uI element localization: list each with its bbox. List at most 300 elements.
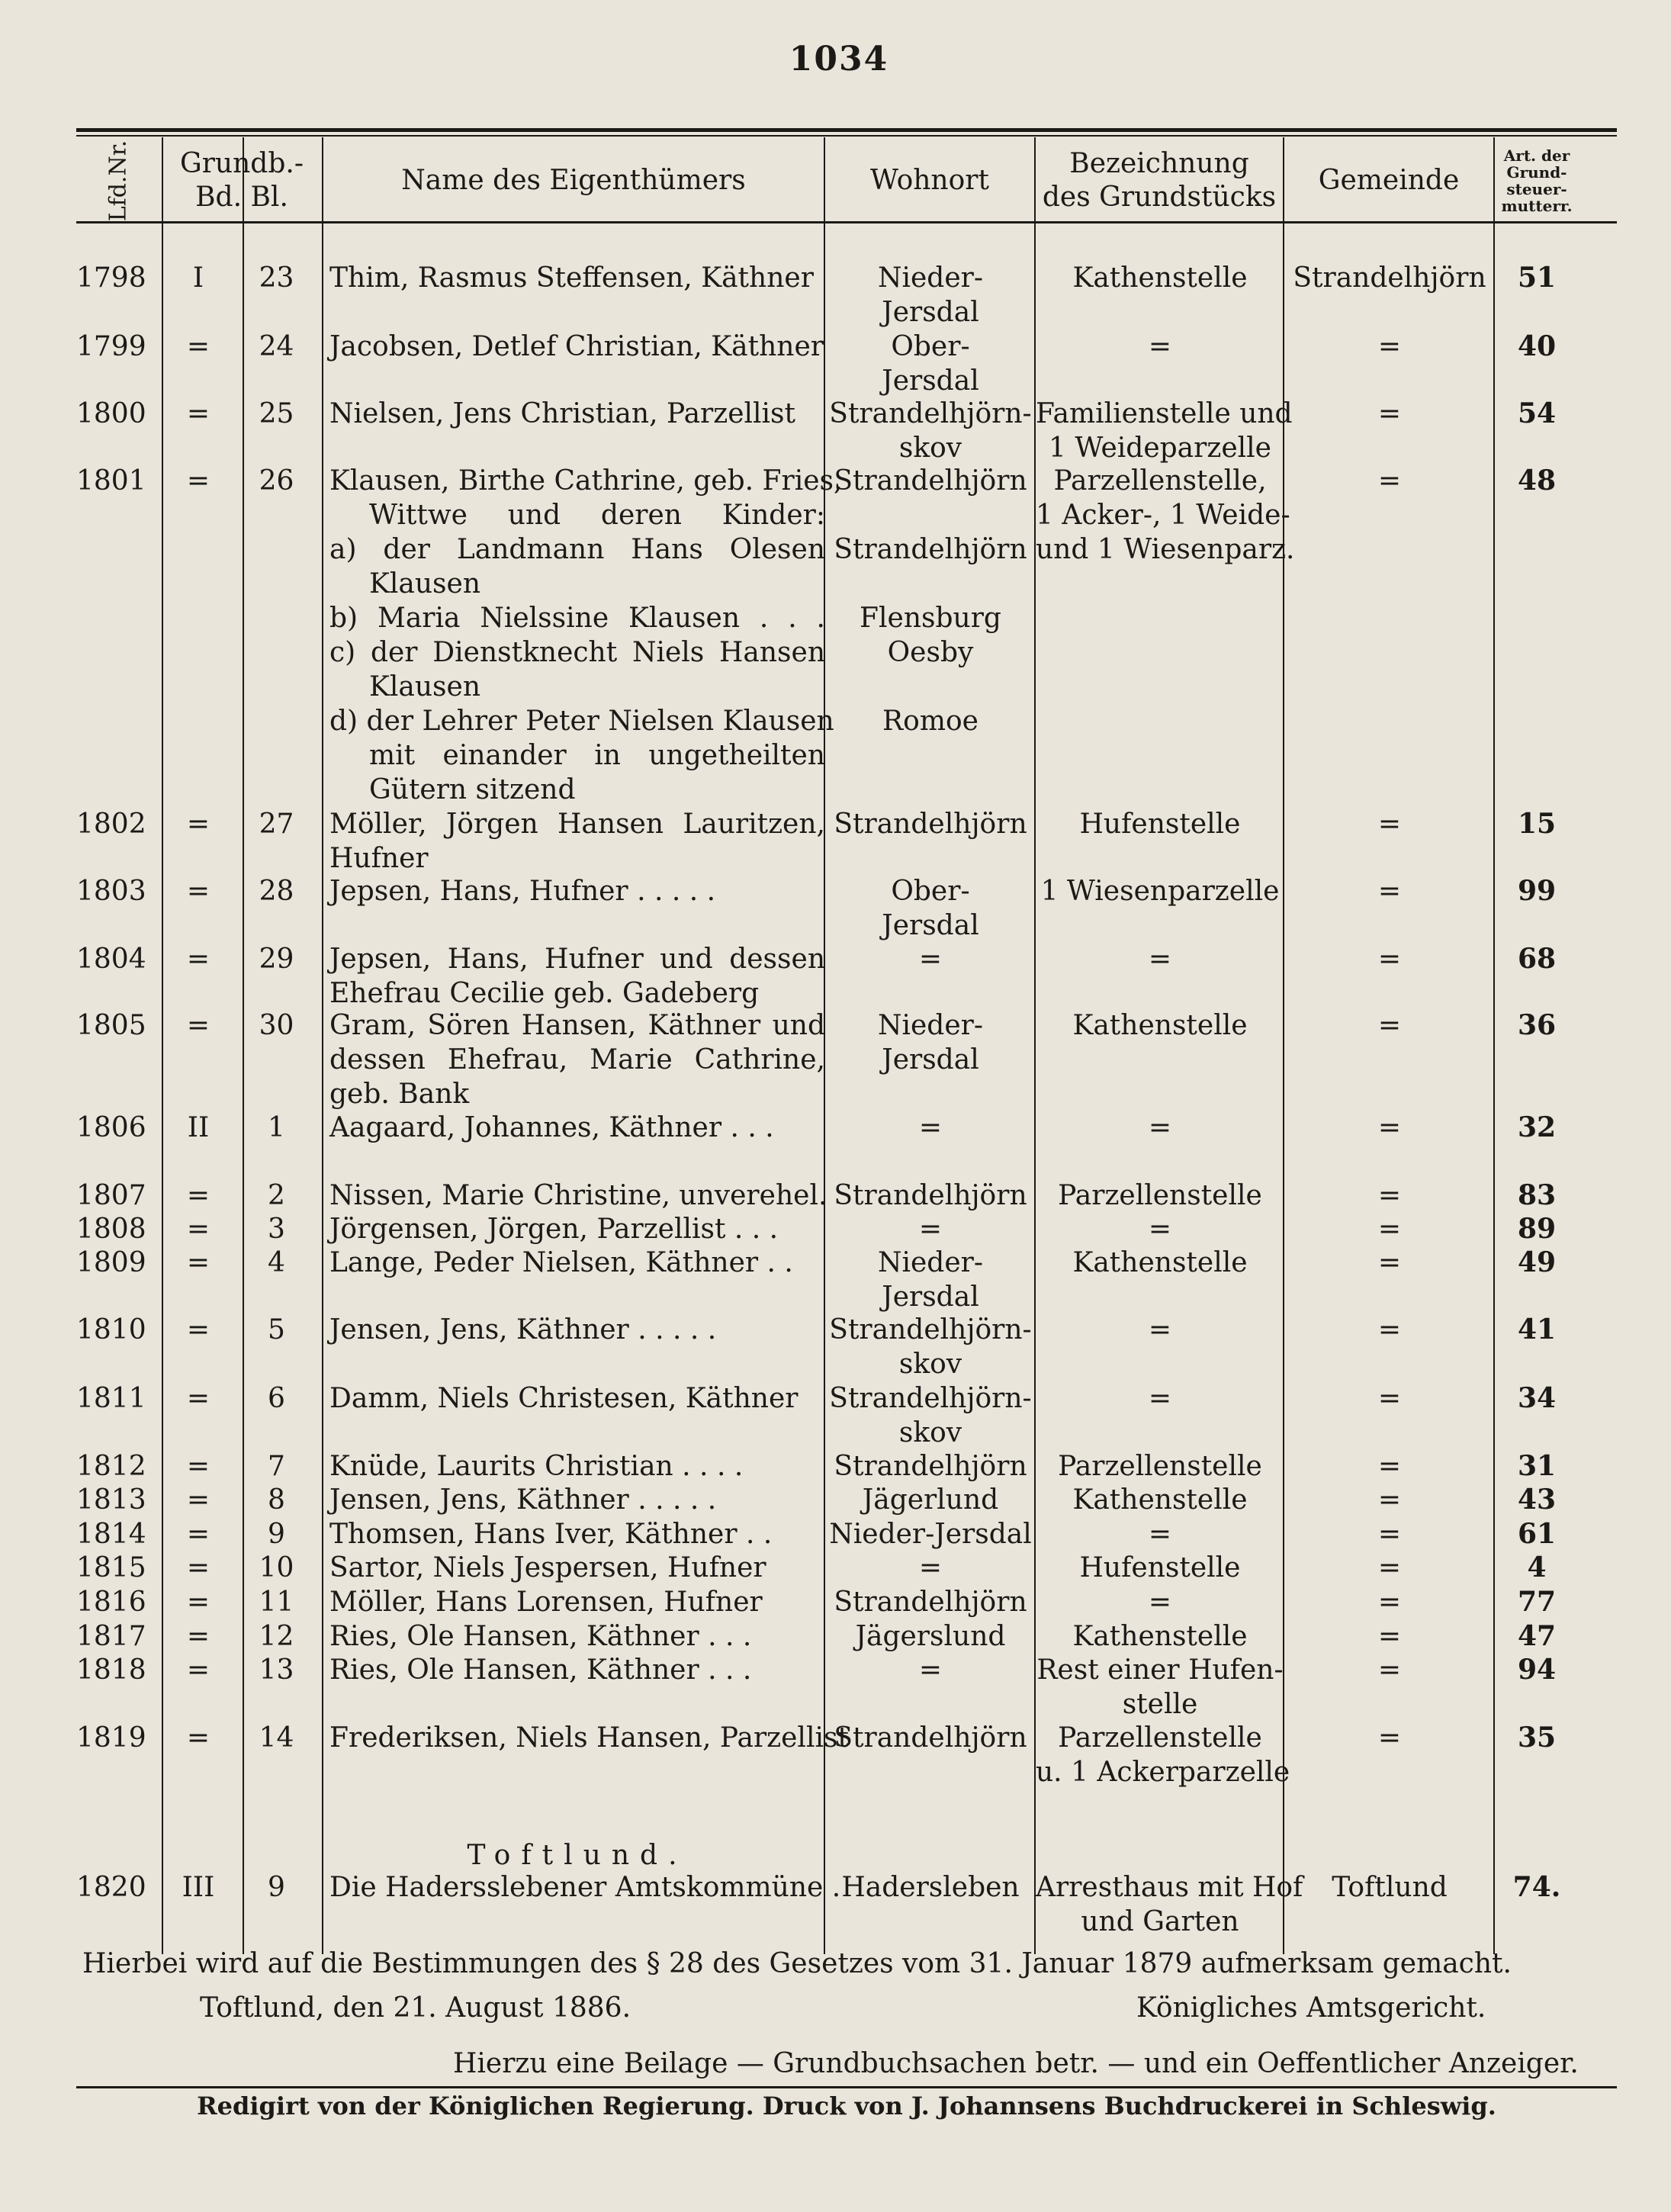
owner-name-line: Die Hadersslebener Amtskommüne . (329, 1872, 841, 1903)
owner-name-line: Ehefrau Cecilie geb. Gadeberg (329, 978, 760, 1009)
property-description (1036, 1008, 1284, 1043)
owner-name-line: Möller, Hans Lorensen, Hufner (329, 1587, 763, 1618)
footer-printer: Redigirt von der Königlichen Regierung. Druck von J. Johannsens Buchdruckerei in Schleswig. (197, 2091, 1496, 2120)
row-band: = (186, 1010, 210, 1041)
property-description (1036, 1246, 1284, 1280)
owner-name-line: Sartor, Niels Jespersen, Hufner (329, 1552, 766, 1583)
residence (825, 807, 1036, 841)
owner-name (329, 1178, 825, 1213)
property-description-line: Parzellenstelle (1058, 1180, 1262, 1211)
residence (825, 1449, 1036, 1484)
property-description (1036, 942, 1284, 976)
residence (825, 261, 1036, 330)
residence-line: Strandelhjörn- (829, 398, 1032, 429)
residence-line: = (918, 1552, 943, 1583)
residence (825, 1721, 1036, 1755)
tax-article: 54 (1517, 397, 1557, 429)
row-blatt: 9 (268, 1519, 285, 1550)
row-band: = (186, 1722, 210, 1754)
row-band: = (186, 1247, 210, 1278)
owner-name-line: Ries, Ole Hansen, Käthner . . . (329, 1654, 752, 1686)
tax-article: 89 (1517, 1213, 1557, 1245)
property-description (1036, 1619, 1284, 1654)
row-band: = (186, 1451, 210, 1482)
property-description (1036, 330, 1284, 364)
residence-line: = (918, 944, 943, 975)
owner-name-line: c) der Dienstknecht Niels Hansen (329, 637, 825, 668)
row-band: = (186, 1214, 210, 1245)
property-description-line: stelle (1122, 1689, 1198, 1720)
owner-name-line: Klausen, Birthe Cathrine, geb. Fries, (329, 465, 843, 497)
tax-article: 15 (1517, 808, 1557, 840)
tax-article: 51 (1517, 262, 1557, 294)
header-art-1: Art. der (1503, 146, 1570, 165)
row-band: = (186, 1180, 210, 1211)
residence-line: = (918, 1654, 943, 1686)
residence-line: Strandelhjörn- (829, 1314, 1032, 1346)
row-blatt: 6 (268, 1383, 285, 1414)
residence (825, 464, 1036, 738)
municipality: = (1377, 944, 1402, 975)
residence-line (825, 670, 1036, 704)
residence (825, 874, 1036, 943)
owner-name (329, 1111, 825, 1145)
row-band: II (187, 1112, 210, 1143)
row-blatt: 23 (259, 262, 294, 294)
row-band: = (186, 1383, 210, 1414)
property-description-line: Arresthaus mit Hof (1036, 1872, 1303, 1903)
tax-article: 31 (1517, 1450, 1557, 1482)
top-rule (76, 128, 1617, 132)
row-band: = (186, 876, 210, 907)
row-number: 1802 (76, 809, 146, 840)
property-description (1036, 1483, 1284, 1517)
row-number: 1819 (76, 1722, 146, 1754)
owner-name-line: Möller, Jörgen Hansen Lauritzen, (329, 809, 825, 840)
tax-article: 34 (1517, 1382, 1557, 1414)
header-bezeichnung-2: des Grundstücks (1042, 182, 1277, 213)
footer-notice-line: Hierbei wird auf die Bestimmungen des § 28 des Gesetzes vom 31. Januar 1879 aufmerksam gemacht. (82, 1948, 1512, 1979)
residence-line: Nieder-Jersdal (829, 1519, 1032, 1550)
header-grundbuch-top: Grundb.- (179, 148, 304, 179)
row-blatt: 9 (268, 1872, 285, 1903)
property-description-line: Hufenstelle (1079, 809, 1241, 840)
owner-name (329, 1870, 841, 1905)
row-band: = (186, 1484, 210, 1516)
owner-name-line: Ries, Ole Hansen, Käthner . . . (329, 1621, 752, 1652)
footer-supplement: Hierzu eine Beilage — Grundbuchsachen betr. — und ein Oeffentlicher Anzeiger. (453, 2048, 1579, 2079)
tax-article: 74. (1512, 1871, 1561, 1903)
municipality: = (1377, 1247, 1402, 1278)
property-description (1036, 1111, 1284, 1145)
header-rule (76, 221, 1617, 223)
residence (825, 1653, 1036, 1687)
owner-name-line: Hufner (329, 843, 429, 874)
owner-name-line: mit einander in ungetheilten (369, 740, 825, 771)
owner-name (329, 1551, 825, 1585)
property-description-line: Kathenstelle (1072, 262, 1248, 294)
row-band: I (192, 262, 204, 294)
row-number: 1805 (76, 1010, 146, 1041)
tax-article: 49 (1517, 1246, 1557, 1278)
row-blatt: 1 (268, 1112, 285, 1143)
row-number: 1808 (76, 1214, 146, 1245)
municipality: = (1377, 1383, 1402, 1414)
tax-article: 47 (1517, 1620, 1557, 1652)
owner-name (329, 1212, 825, 1246)
residence-line: Strandelhjörn (834, 1180, 1027, 1211)
owner-name (329, 1381, 825, 1416)
property-description (1036, 1212, 1284, 1246)
header-art-4: mutterr. (1501, 197, 1573, 215)
owner-name-line: b) Maria Nielssine Klausen . . . (329, 603, 825, 634)
municipality: = (1377, 1722, 1402, 1754)
property-description (1036, 261, 1284, 295)
property-description (1036, 1653, 1284, 1722)
owner-name (329, 1619, 825, 1654)
owner-name (329, 261, 825, 295)
row-number: 1811 (76, 1383, 146, 1414)
tax-article: 36 (1517, 1009, 1557, 1041)
property-description-line: Kathenstelle (1072, 1010, 1248, 1041)
owner-name (329, 1483, 825, 1517)
row-number: 1816 (76, 1587, 146, 1618)
row-number: 1818 (76, 1654, 146, 1686)
property-description (1036, 1551, 1284, 1585)
owner-name-line: geb. Bank (329, 1079, 470, 1110)
header-name: Name des Eigenthümers (401, 165, 746, 196)
residence (825, 1381, 1036, 1450)
row-number: 1806 (76, 1112, 146, 1143)
residence-line: Nieder- (877, 262, 984, 294)
residence-line: Strandelhjörn (834, 465, 1027, 497)
property-description-line: Rest einer Hufen- (1036, 1654, 1284, 1686)
municipality: = (1377, 331, 1402, 362)
row-blatt: 28 (259, 876, 294, 907)
property-description (1036, 1585, 1284, 1619)
residence (825, 1111, 1036, 1145)
owner-name-line: Gütern sitzend (369, 774, 576, 805)
residence-line: Strandelhjörn (834, 809, 1027, 840)
residence-line: Flensburg (860, 603, 1001, 634)
owner-name-line: Nissen, Marie Christine, unverehel. (329, 1180, 827, 1211)
property-description-line: = (1148, 1214, 1172, 1245)
property-description (1036, 464, 1295, 567)
owner-name-line: d) der Lehrer Peter Nielsen Klausen (329, 706, 834, 737)
row-number: 1810 (76, 1314, 146, 1346)
bottom-rule (76, 2086, 1617, 2088)
residence (825, 1585, 1036, 1619)
municipality: = (1377, 1180, 1402, 1211)
tax-article: 99 (1517, 875, 1557, 907)
municipality: = (1377, 1451, 1402, 1482)
row-blatt: 27 (259, 809, 294, 840)
residence-line: Romoe (882, 706, 978, 737)
row-number: 1814 (76, 1519, 146, 1550)
row-number: 1812 (76, 1451, 146, 1482)
owner-name (329, 1008, 825, 1111)
property-description-line: 1 Acker-, 1 Weide- (1036, 500, 1290, 531)
owner-name (329, 1721, 849, 1755)
owner-name-line: dessen Ehefrau, Marie Cathrine, (329, 1044, 825, 1075)
residence-line (825, 498, 1036, 532)
municipality: = (1377, 1587, 1402, 1618)
residence (825, 330, 1036, 398)
owner-name-line: Aagaard, Johannes, Käthner . . . (329, 1112, 774, 1143)
owner-name-line: Gram, Sören Hansen, Käthner und (329, 1010, 825, 1041)
tax-article: 4 (1527, 1551, 1547, 1583)
row-blatt: 29 (259, 944, 294, 975)
owner-name-line: Nielsen, Jens Christian, Parzellist (329, 398, 795, 429)
residence (825, 1008, 1036, 1077)
owner-name-line: Klausen (369, 568, 481, 600)
residence-line: = (918, 1214, 943, 1245)
owner-name-line: Frederiksen, Niels Hansen, Parzellist (329, 1722, 849, 1754)
residence-line: Jägerslund (855, 1621, 1006, 1652)
residence-line: Jersdal (882, 1044, 979, 1075)
row-band: = (186, 1519, 210, 1550)
col-divider (162, 137, 163, 1954)
tax-article: 68 (1517, 943, 1557, 975)
owner-name-line: Damm, Niels Christesen, Käthner (329, 1383, 799, 1414)
owner-name-line: Lange, Peder Nielsen, Käthner . . (329, 1247, 793, 1278)
header-bezeichnung (1036, 140, 1283, 221)
property-description-line: = (1148, 1383, 1172, 1414)
tax-article: 77 (1517, 1586, 1557, 1618)
row-blatt: 24 (259, 331, 294, 362)
owner-name (329, 330, 825, 364)
property-description-line: = (1148, 1314, 1172, 1346)
owner-name-line: Jörgensen, Jörgen, Parzellist . . . (329, 1214, 779, 1245)
row-number: 1804 (76, 944, 146, 975)
residence (825, 1246, 1036, 1314)
municipality: = (1377, 1010, 1402, 1041)
residence-line: Strandelhjörn (834, 534, 1027, 565)
owner-name (329, 1449, 825, 1484)
residence-line: Strandelhjörn- (829, 1383, 1032, 1414)
row-band: = (186, 465, 210, 497)
municipality: = (1377, 1484, 1402, 1516)
row-blatt: 2 (268, 1180, 285, 1211)
residence-line: Hadersleben (841, 1872, 1020, 1903)
row-band: = (186, 1587, 210, 1618)
row-blatt: 14 (259, 1722, 294, 1754)
row-blatt: 11 (259, 1587, 294, 1618)
row-band: = (186, 809, 210, 840)
row-number: 1815 (76, 1552, 146, 1583)
residence (825, 1212, 1036, 1246)
property-description-line: = (1148, 1587, 1172, 1618)
property-description-line: Familienstelle und (1036, 398, 1293, 429)
property-description (1036, 1381, 1284, 1416)
owner-name (329, 1653, 825, 1687)
header-art-2: Grund- (1506, 163, 1567, 182)
tax-article: 41 (1517, 1313, 1557, 1346)
residence (825, 1483, 1036, 1517)
row-number: 1803 (76, 876, 146, 907)
residence (825, 1313, 1036, 1381)
property-description-line: 1 Wiesenparzelle (1040, 876, 1280, 907)
residence (825, 1619, 1036, 1654)
municipality: Toftlund (1332, 1872, 1448, 1903)
residence (825, 1178, 1036, 1213)
residence (825, 1870, 1036, 1905)
residence-line: skov (898, 1349, 962, 1380)
footer-court: Königliches Amtsgericht. (1136, 1992, 1486, 2024)
property-description-line: und Garten (1081, 1906, 1239, 1937)
tax-article: 94 (1517, 1654, 1557, 1686)
property-description (1036, 1870, 1303, 1939)
municipality: Strandelhjörn (1293, 262, 1486, 294)
row-blatt: 10 (259, 1552, 294, 1583)
header-bezeichnung-1: Bezeichnung (1069, 148, 1249, 179)
residence-line: Strandelhjörn (834, 1587, 1027, 1618)
tax-article: 83 (1517, 1179, 1557, 1211)
property-description (1036, 1313, 1284, 1347)
property-description-line: = (1148, 331, 1172, 362)
owner-name (329, 1246, 825, 1280)
row-band: = (186, 1314, 210, 1346)
col-divider (322, 137, 323, 1954)
municipality: = (1377, 465, 1402, 497)
municipality: = (1377, 1314, 1402, 1346)
property-description (1036, 1178, 1284, 1213)
header-art (1495, 140, 1579, 221)
tax-article: 40 (1517, 330, 1557, 362)
owner-name-line: Wittwe und deren Kinder: (369, 500, 825, 531)
property-description-line: Parzellenstelle (1058, 1451, 1262, 1482)
row-blatt: 3 (268, 1214, 285, 1245)
row-blatt: 25 (259, 398, 294, 429)
property-description-line: = (1148, 1519, 1172, 1550)
header-grundbuch (162, 140, 322, 221)
residence (825, 1551, 1036, 1585)
municipality: = (1377, 1112, 1402, 1143)
header-art-3: steuer- (1506, 180, 1567, 198)
property-description-line: = (1148, 944, 1172, 975)
row-number: 1798 (76, 262, 146, 294)
owner-name-line: a) der Landmann Hans Olesen (329, 534, 825, 565)
top-rule-thin (76, 135, 1617, 137)
owner-name-line: Klausen (369, 671, 481, 703)
row-number: 1799 (76, 331, 146, 362)
residence-line: Jersdal (882, 1281, 979, 1313)
owner-name (329, 942, 825, 1011)
property-description (1036, 874, 1284, 908)
property-description-line: Kathenstelle (1072, 1621, 1248, 1652)
property-description (1036, 1517, 1284, 1551)
residence (825, 397, 1036, 465)
property-description-line: 1 Weideparzelle (1049, 432, 1271, 464)
page-number: 1034 (789, 40, 889, 79)
property-description-line: Kathenstelle (1072, 1247, 1248, 1278)
residence-line: Oesby (887, 637, 974, 668)
owner-name (329, 1517, 825, 1551)
row-blatt: 26 (259, 465, 294, 497)
residence-line: Strandelhjörn (834, 1451, 1027, 1482)
residence-line: Jägerlund (862, 1484, 999, 1516)
row-number: 1809 (76, 1247, 146, 1278)
property-description-line: = (1148, 1112, 1172, 1143)
tax-article: 43 (1517, 1484, 1557, 1516)
residence-line: Ober- (891, 331, 970, 362)
row-number: 1820 (76, 1872, 146, 1903)
row-blatt: 8 (268, 1484, 285, 1516)
residence (825, 1517, 1036, 1551)
property-description-line: Kathenstelle (1072, 1484, 1248, 1516)
residence-line: Strandelhjörn (834, 1722, 1027, 1754)
header-gemeinde: Gemeinde (1318, 165, 1460, 196)
municipality: = (1377, 1654, 1402, 1686)
row-number: 1800 (76, 398, 146, 429)
header-grundbuch-bottom: Bd. Bl. (195, 182, 288, 213)
tax-article: 48 (1517, 465, 1557, 497)
owner-name-line: Jensen, Jens, Käthner . . . . . (329, 1314, 717, 1346)
property-description (1036, 1721, 1290, 1789)
property-description-line: u. 1 Ackerparzelle (1036, 1757, 1290, 1788)
row-number: 1817 (76, 1621, 146, 1652)
owner-name-line: Jacobsen, Detlef Christian, Käthner (329, 331, 824, 362)
row-blatt: 13 (259, 1654, 294, 1686)
owner-name-line: Jepsen, Hans, Hufner . . . . . (329, 876, 716, 907)
residence-line: Nieder- (877, 1247, 984, 1278)
header-wohnort: Wohnort (870, 165, 989, 196)
property-description-line: und 1 Wiesenparz. (1036, 534, 1295, 565)
property-description (1036, 397, 1293, 465)
row-band: = (186, 1654, 210, 1686)
residence-line: Jersdal (882, 910, 979, 941)
property-description (1036, 1449, 1284, 1484)
owner-name (329, 874, 825, 908)
owner-name (329, 1585, 825, 1619)
row-blatt: 7 (268, 1451, 285, 1482)
row-band: = (186, 398, 210, 429)
tax-article: 61 (1517, 1518, 1557, 1550)
row-blatt: 5 (268, 1314, 285, 1346)
property-description-line: Parzellenstelle, (1053, 465, 1267, 497)
municipality: = (1377, 1519, 1402, 1550)
row-band: III (182, 1872, 215, 1903)
property-description (1036, 807, 1284, 841)
row-number: 1807 (76, 1180, 146, 1211)
row-number: 1813 (76, 1484, 146, 1516)
owner-name-line: Thomsen, Hans Iver, Käthner . . (329, 1519, 773, 1550)
section-heading: Toftlund. (467, 1840, 688, 1871)
residence-line: = (918, 1112, 943, 1143)
property-description-line: Hufenstelle (1079, 1552, 1241, 1583)
owner-name (329, 807, 825, 876)
tax-article: 35 (1517, 1722, 1557, 1754)
row-blatt: 12 (259, 1621, 294, 1652)
row-band: = (186, 1621, 210, 1652)
owner-name (329, 464, 843, 807)
property-description-line: Parzellenstelle (1058, 1722, 1262, 1754)
owner-name-line: Thim, Rasmus Steffensen, Käthner (329, 262, 814, 294)
residence-line (825, 567, 1036, 601)
owner-name-line: Jensen, Jens, Käthner . . . . . (329, 1484, 717, 1516)
row-band: = (186, 944, 210, 975)
owner-name-line: Knüde, Laurits Christian . . . . (329, 1451, 744, 1482)
municipality: = (1377, 1552, 1402, 1583)
municipality: = (1377, 398, 1402, 429)
municipality: = (1377, 1621, 1402, 1652)
tax-article: 32 (1517, 1111, 1557, 1143)
row-number: 1801 (76, 465, 146, 497)
row-blatt: 30 (259, 1010, 294, 1041)
residence (825, 942, 1036, 976)
owner-name (329, 1313, 825, 1347)
owner-name-line: Jepsen, Hans, Hufner und dessen (329, 944, 825, 975)
